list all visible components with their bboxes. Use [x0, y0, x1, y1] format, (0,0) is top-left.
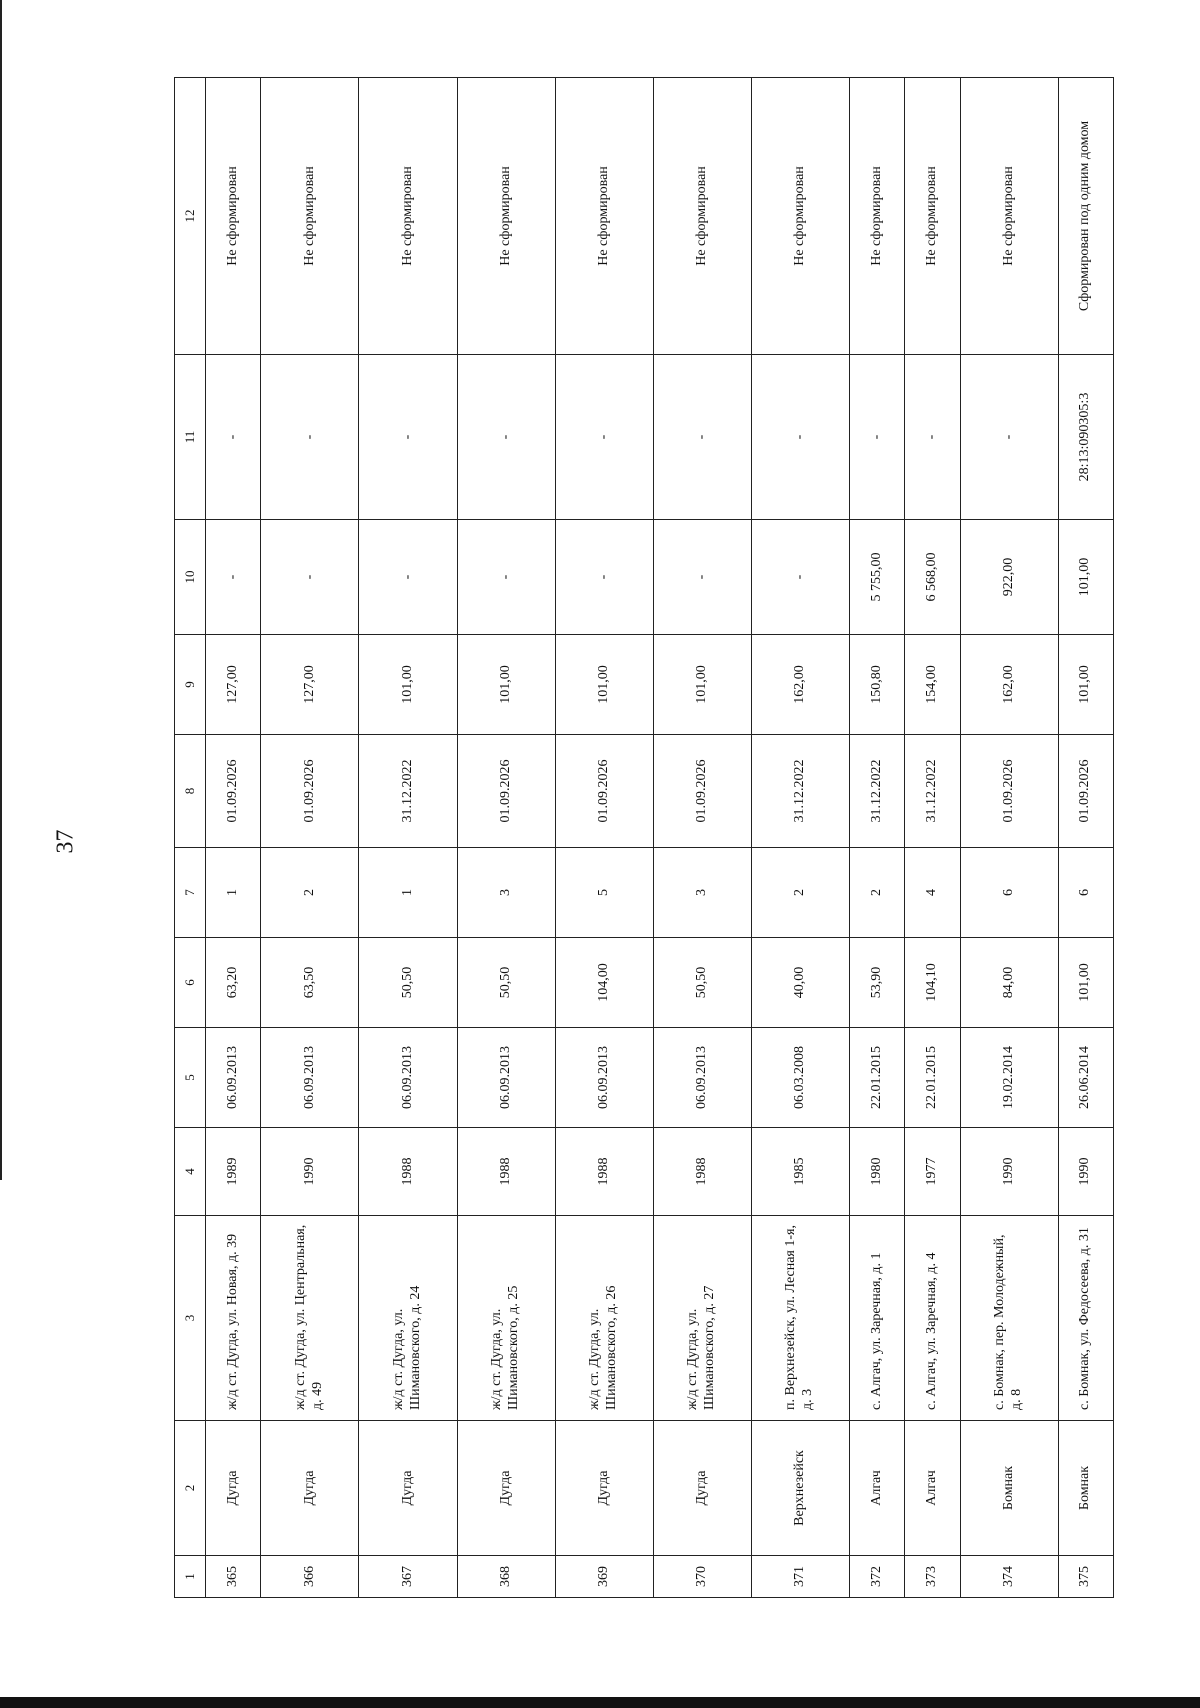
cell-residents: 2: [751, 848, 849, 938]
cell-doc-date: 06.09.2013: [261, 1028, 359, 1128]
cell-address: ж/д ст. Дугда, ул. Новая, д. 39: [206, 1216, 261, 1421]
table-row: [960, 78, 1058, 1598]
column-number-1: 1: [175, 1556, 206, 1598]
cell-build-year: 1990: [261, 1128, 359, 1216]
cell-cadastral-number: -: [457, 355, 555, 520]
column-number-2: 2: [175, 1421, 206, 1556]
cell-col10-value: -: [206, 520, 261, 635]
cell-address: с. Алгач, ул. Заречная, д. 1: [849, 1216, 904, 1421]
cell-land-status: Не сформирован: [960, 78, 1058, 355]
cell-area: 63,50: [261, 938, 359, 1028]
cell-col10-value: -: [555, 520, 653, 635]
cell-doc-date: 06.09.2013: [555, 1028, 653, 1128]
column-number-6: 6: [175, 938, 206, 1028]
cell-col10-value: -: [751, 520, 849, 635]
cell-address: ж/д ст. Дугда, ул. Центральная, д. 49: [261, 1216, 359, 1421]
cell-area: 84,00: [960, 938, 1058, 1028]
cell-col10-value: -: [653, 520, 751, 635]
cell-area: 53,90: [849, 938, 904, 1028]
table-row: [1058, 78, 1113, 1598]
cell-land-status: Не сформирован: [457, 78, 555, 355]
cell-relocation-date: 01.09.2026: [457, 735, 555, 848]
cell-area: 50,50: [359, 938, 457, 1028]
cell-col10-value: -: [261, 520, 359, 635]
cell-col9-value: 150,80: [849, 635, 904, 735]
cell-build-year: 1988: [653, 1128, 751, 1216]
table-row: [457, 78, 555, 1598]
cell-address: с. Алгач, ул. Заречная, д. 4: [905, 1216, 960, 1421]
cell-row-number: 369: [555, 1556, 653, 1598]
cell-col9-value: 101,00: [653, 635, 751, 735]
cell-row-number: 367: [359, 1556, 457, 1598]
cell-cadastral-number: -: [555, 355, 653, 520]
cell-area: 40,00: [751, 938, 849, 1028]
cell-row-number: 375: [1058, 1556, 1113, 1598]
cell-land-status: Не сформирован: [206, 78, 261, 355]
cell-col10-value: -: [457, 520, 555, 635]
cell-area: 104,10: [905, 938, 960, 1028]
cell-doc-date: 06.03.2008: [751, 1028, 849, 1128]
cell-col9-value: 101,00: [555, 635, 653, 735]
cell-address: с. Бомнак, пер. Молодежный, д. 8: [960, 1216, 1058, 1421]
cell-residents: 2: [261, 848, 359, 938]
cell-land-status: Не сформирован: [849, 78, 904, 355]
cell-doc-date: 06.09.2013: [457, 1028, 555, 1128]
cell-land-status: Не сформирован: [359, 78, 457, 355]
cell-settlement: Алгач: [849, 1421, 904, 1556]
cell-residents: 2: [849, 848, 904, 938]
cell-address: п. Верхнезейск, ул. Лесная 1-я, д. 3: [751, 1216, 849, 1421]
cell-cadastral-number: -: [751, 355, 849, 520]
cell-col9-value: 162,00: [751, 635, 849, 735]
cell-residents: 3: [653, 848, 751, 938]
cell-relocation-date: 31.12.2022: [849, 735, 904, 848]
cell-build-year: 1990: [960, 1128, 1058, 1216]
cell-col9-value: 154,00: [905, 635, 960, 735]
cell-address: ж/д ст. Дугда, ул. Шимановского, д. 24: [359, 1216, 457, 1421]
cell-relocation-date: 01.09.2026: [653, 735, 751, 848]
cell-doc-date: 06.09.2013: [653, 1028, 751, 1128]
cell-settlement: Дугда: [359, 1421, 457, 1556]
cell-relocation-date: 01.09.2026: [960, 735, 1058, 848]
cell-build-year: 1985: [751, 1128, 849, 1216]
cell-area: 104,00: [555, 938, 653, 1028]
cell-residents: 3: [457, 848, 555, 938]
cell-doc-date: 06.09.2013: [206, 1028, 261, 1128]
cell-cadastral-number: -: [206, 355, 261, 520]
table-row: [905, 78, 960, 1598]
cell-residents: 1: [206, 848, 261, 938]
cell-cadastral-number: -: [960, 355, 1058, 520]
cell-doc-date: 22.01.2015: [849, 1028, 904, 1128]
cell-col10-value: -: [359, 520, 457, 635]
cell-row-number: 372: [849, 1556, 904, 1598]
cell-col9-value: 127,00: [261, 635, 359, 735]
table-row: [359, 78, 457, 1598]
cell-address: ж/д ст. Дугда, ул. Шимановского, д. 26: [555, 1216, 653, 1421]
cell-col9-value: 101,00: [359, 635, 457, 735]
column-number-10: 10: [175, 520, 206, 635]
cell-residents: 4: [905, 848, 960, 938]
cell-settlement: Бомнак: [1058, 1421, 1113, 1556]
cell-col10-value: 101,00: [1058, 520, 1113, 635]
cell-settlement: Дугда: [261, 1421, 359, 1556]
column-number-8: 8: [175, 735, 206, 848]
scan-bottom-edge: [0, 1697, 1200, 1708]
cell-col10-value: 922,00: [960, 520, 1058, 635]
column-number-7: 7: [175, 848, 206, 938]
cell-col10-value: 5 755,00: [849, 520, 904, 635]
cell-cadastral-number: -: [261, 355, 359, 520]
cell-doc-date: 06.09.2013: [359, 1028, 457, 1128]
cell-residents: 1: [359, 848, 457, 938]
cell-settlement: Алгач: [905, 1421, 960, 1556]
cell-cadastral-number: -: [359, 355, 457, 520]
cell-build-year: 1980: [849, 1128, 904, 1216]
cell-land-status: Не сформирован: [653, 78, 751, 355]
cell-relocation-date: 01.09.2026: [1058, 735, 1113, 848]
cell-build-year: 1977: [905, 1128, 960, 1216]
cell-row-number: 374: [960, 1556, 1058, 1598]
cell-build-year: 1988: [457, 1128, 555, 1216]
cell-relocation-date: 01.09.2026: [555, 735, 653, 848]
cell-row-number: 370: [653, 1556, 751, 1598]
cell-relocation-date: 31.12.2022: [359, 735, 457, 848]
cell-settlement: Дугда: [653, 1421, 751, 1556]
housing-registry-table: [174, 77, 1114, 1598]
column-number-5: 5: [175, 1028, 206, 1128]
table-body: [175, 78, 1114, 1598]
cell-cadastral-number: -: [653, 355, 751, 520]
cell-address: ж/д ст. Дугда, ул. Шимановского, д. 27: [653, 1216, 751, 1421]
cell-build-year: 1989: [206, 1128, 261, 1216]
cell-col9-value: 101,00: [457, 635, 555, 735]
cell-row-number: 371: [751, 1556, 849, 1598]
table-row: [751, 78, 849, 1598]
cell-cadastral-number: -: [849, 355, 904, 520]
cell-row-number: 373: [905, 1556, 960, 1598]
cell-relocation-date: 01.09.2026: [206, 735, 261, 848]
cell-settlement: Дугда: [206, 1421, 261, 1556]
cell-land-status: Сформирован под одним домом: [1058, 78, 1113, 355]
cell-build-year: 1988: [359, 1128, 457, 1216]
rotated-table-sheet: [174, 78, 1114, 1598]
cell-area: 101,00: [1058, 938, 1113, 1028]
table-row: [206, 78, 261, 1598]
cell-cadastral-number: 28:13:090305:3: [1058, 355, 1113, 520]
cell-build-year: 1988: [555, 1128, 653, 1216]
cell-area: 63,20: [206, 938, 261, 1028]
cell-residents: 5: [555, 848, 653, 938]
cell-relocation-date: 31.12.2022: [905, 735, 960, 848]
cell-land-status: Не сформирован: [905, 78, 960, 355]
cell-row-number: 368: [457, 1556, 555, 1598]
cell-build-year: 1990: [1058, 1128, 1113, 1216]
page-number: 37: [52, 829, 79, 854]
cell-area: 50,50: [457, 938, 555, 1028]
cell-col10-value: 6 568,00: [905, 520, 960, 635]
cell-row-number: 365: [206, 1556, 261, 1598]
cell-settlement: Дугда: [457, 1421, 555, 1556]
table-row: [555, 78, 653, 1598]
cell-address: ж/д ст. Дугда, ул. Шимановского, д. 25: [457, 1216, 555, 1421]
cell-residents: 6: [960, 848, 1058, 938]
column-number-9: 9: [175, 635, 206, 735]
column-number-3: 3: [175, 1216, 206, 1421]
table-row: [849, 78, 904, 1598]
cell-settlement: Дугда: [555, 1421, 653, 1556]
cell-settlement: Верхнезейск: [751, 1421, 849, 1556]
cell-doc-date: 22.01.2015: [905, 1028, 960, 1128]
cell-col9-value: 127,00: [206, 635, 261, 735]
cell-row-number: 366: [261, 1556, 359, 1598]
cell-relocation-date: 31.12.2022: [751, 735, 849, 848]
cell-land-status: Не сформирован: [261, 78, 359, 355]
cell-col9-value: 162,00: [960, 635, 1058, 735]
cell-land-status: Не сформирован: [751, 78, 849, 355]
cell-doc-date: 19.02.2014: [960, 1028, 1058, 1128]
cell-area: 50,50: [653, 938, 751, 1028]
column-number-11: 11: [175, 355, 206, 520]
column-number-row: [175, 78, 206, 1598]
cell-relocation-date: 01.09.2026: [261, 735, 359, 848]
scan-edge-line: [0, 0, 2, 1180]
cell-settlement: Бомнак: [960, 1421, 1058, 1556]
column-number-12: 12: [175, 78, 206, 355]
cell-residents: 6: [1058, 848, 1113, 938]
cell-cadastral-number: -: [905, 355, 960, 520]
table-row: [653, 78, 751, 1598]
cell-address: с. Бомнак, ул. Федосеева, д. 31: [1058, 1216, 1113, 1421]
cell-doc-date: 26.06.2014: [1058, 1028, 1113, 1128]
cell-land-status: Не сформирован: [555, 78, 653, 355]
cell-col9-value: 101,00: [1058, 635, 1113, 735]
table-row: [261, 78, 359, 1598]
column-number-4: 4: [175, 1128, 206, 1216]
